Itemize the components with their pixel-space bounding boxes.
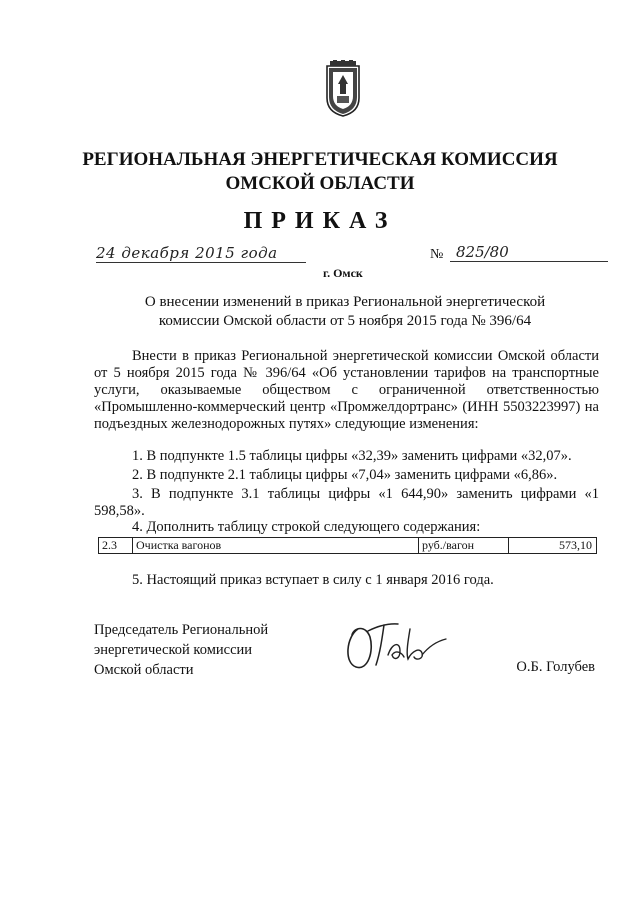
document-type-heading: ПРИКАЗ: [243, 208, 397, 234]
city-label: г. Омск: [323, 266, 363, 280]
subject-line1: О внесении изменений в приказ Региональной энергетической: [144, 294, 546, 310]
main-paragraph: Внести в приказ Региональной энергетической комиссии Омской области от 5 ноября 2015 года № 396/64 «Об установлении тарифов на транспортные услуги, оказываемые обществом с ограниченной ответственностью «Промышленно-коммерческий центр «Промжелдортранс» (ИНН 5503223997) на подъездных железнодорожных путях» следующие изменения:: [94, 348, 599, 432]
signer-name: О.Б. Голубев: [516, 659, 595, 675]
organization-title-line1: РЕГИОНАЛЬНАЯ ЭНЕРГЕТИЧЕСКАЯ КОМИССИЯ: [82, 149, 558, 170]
subject-line2: комиссии Омской области от 5 ноября 2015 года № 396/64: [158, 313, 532, 329]
effective-date-paragraph: 5. Настоящий приказ вступает в силу с 1 января 2016 года.: [132, 572, 494, 588]
signer-title-line3: Омской области: [94, 662, 194, 678]
amendment-item-4: 4. Дополнить таблицу строкой следующего содержания:: [132, 519, 481, 535]
handwritten-order-number: 825/80: [450, 243, 608, 262]
table-cell-service: Очистка вагонов: [133, 538, 419, 553]
amendment-item-1: 1. В подпункте 1.5 таблицы цифры «32,39» заменить цифрами «32,07».: [132, 448, 572, 464]
order-number-label: №: [430, 247, 444, 262]
table-cell-value: 573,10: [559, 538, 592, 552]
table-cell-unit: руб./вагон: [419, 538, 509, 553]
signer-title-line1: Председатель Региональной: [94, 622, 269, 638]
handwritten-date: 24 декабря 2015 года: [96, 244, 306, 263]
added-table-row: [98, 537, 597, 554]
coat-of-arms-emblem: [324, 60, 362, 118]
table-cell-number: 2.3: [99, 538, 133, 553]
handwritten-signature: [342, 615, 452, 675]
amendment-item-2: 2. В подпункте 2.1 таблицы цифры «7,04» заменить цифрами «6,86».: [132, 467, 558, 483]
organization-title-line2: ОМСКОЙ ОБЛАСТИ: [225, 173, 415, 194]
amendment-item-3: 3. В подпункте 3.1 таблицы цифры «1 644,90» заменить цифрами «1 598,58».: [94, 486, 599, 519]
signer-title-line2: энергетической комиссии: [94, 642, 253, 658]
